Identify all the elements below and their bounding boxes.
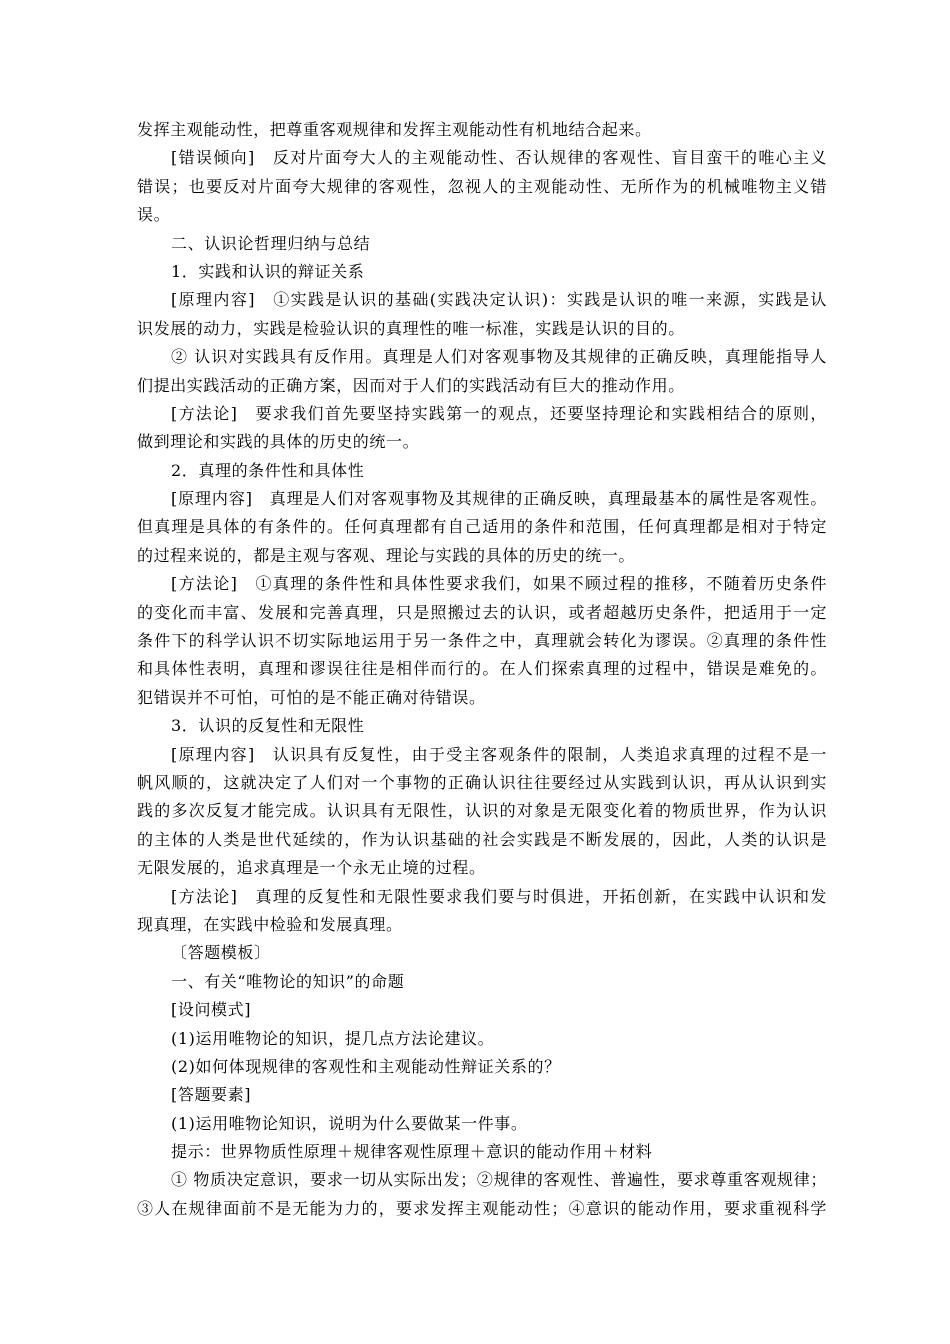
body-text-line: 无限发展的，追求真理是一个永无止境的过程。 (137, 858, 486, 878)
body-text-line: 的主体的人类是世代延续的，作为认识基础的社会实践是不断发展的，因此，人类的认识是 (137, 829, 827, 849)
question-item: (2)如何体现规律的客观性和主观能动性辩证关系的？ (171, 1056, 561, 1076)
body-text-line: 但真理是具体的有条件的。任何真理都有自己适用的条件和范围，任何真理都是相对于特定 (137, 517, 827, 537)
body-text-line: 识发展的动力，实践是检验认识的真理性的唯一标准，实践是认识的目的。 (137, 318, 685, 338)
body-text-line: 践的多次反复才能完成。认识具有无限性，认识的对象是无限变化着的物质世界，作为认识 (137, 801, 827, 821)
body-text-line: 帆风顺的，这就决定了人们对一个事物的正确认识往往要经过从实践到认识，再从认识到实 (137, 772, 827, 792)
paragraph-methodology: [方法论] ①真理的条件性和具体性要求我们，如果不顾过程的推移，不随着历史条件 (171, 574, 827, 594)
body-text-line: 做到理论和实践的具体的历史的统一。 (137, 432, 420, 452)
paragraph-principle-content: [原理内容] 认识具有反复性，由于受主客观条件的限制，人类追求真理的过程不是一 (171, 744, 827, 764)
document-page (137, 116, 827, 1223)
body-text-line: 犯错误并不可怕，可怕的是不能正确对待错误。 (137, 687, 486, 707)
body-text-line: 现真理，在实践中检验和发展真理。 (137, 914, 403, 934)
question-item: (1)运用唯物论的知识，提几点方法论建议。 (171, 1028, 495, 1048)
paragraph-methodology: [方法论] 要求我们首先要坚持实践第一的观点，还要坚持理论和实践相结合的原则， (171, 403, 827, 423)
subheading-cognition-repetition: 3．认识的反复性和无限性 (171, 716, 365, 736)
subheading-practice-and-cognition: 1．实践和认识的辩证关系 (171, 261, 365, 281)
body-text-line: 的变化而丰富、发展和完善真理，只是照搬过去的认识，或者超越历史条件，把适用于一定 (137, 602, 827, 622)
body-text-line: 和具体性表明，真理和谬误往往是相伴而行的。在人们探索真理的过程中，错误是难免的。 (137, 659, 827, 679)
paragraph-error-tendency: [错误倾向] 反对片面夸大人的主观能动性、否认规律的客观性、盲目蛮干的唯心主义 (171, 148, 827, 168)
answer-item: (1)运用唯物论知识，说明为什么要做某一件事。 (171, 1113, 528, 1133)
body-text-line: 发挥主观能动性，把尊重客观规律和发挥主观能动性有机地结合起来。 (137, 120, 652, 139)
paragraph-answer-points: ① 物质决定意识，要求一切从实际出发；②规律的客观性、普遍性，要求尊重客观规律； (171, 1170, 827, 1190)
subheading-truth-conditionality: 2．真理的条件性和具体性 (171, 460, 365, 480)
label-answer-elements: [答题要素] (171, 1085, 252, 1105)
body-text-line: 的过程来说的，都是主观与客观、理论与实践的具体的历史的统一。 (137, 545, 636, 565)
paragraph-methodology: [方法论] 真理的反复性和无限性要求我们要与时俱进，开拓创新，在实践中认识和发 (171, 886, 827, 906)
body-text-line: 误。 (137, 205, 171, 225)
section-heading-answer-template: 〔答题模板〕 (171, 943, 271, 963)
hint-line: 提示：世界物质性原理＋规律客观性原理＋意识的能动作用＋材料 (171, 1142, 653, 1162)
section-heading-materialism: 一、有关“唯物论的知识”的命题 (171, 971, 405, 991)
body-text-line: 条件下的科学认识不切实际地运用于另一条件之中，真理就会转化为谬误。②真理的条件性 (137, 631, 827, 651)
section-heading-epistemology: 二、认识论哲理归纳与总结 (171, 233, 371, 253)
paragraph-principle-content: [原理内容] ①实践是认识的基础(实践决定认识)：实践是认识的唯一来源，实践是认 (171, 290, 827, 310)
label-question-mode: [设问模式] (171, 1000, 252, 1020)
paragraph-principle-content: [原理内容] 真理是人们对客观事物及其规律的正确反映，真理最基本的属性是客观性。 (171, 489, 827, 509)
body-text-line: 们提出实践活动的正确方案，因而对于人们的实践活动有巨大的推动作用。 (137, 375, 685, 395)
body-text-line: 错误；也要反对片面夸大规律的客观性，忽视人的主观能动性、无所作为的机械唯物主义错 (137, 176, 827, 196)
paragraph-counteraction: ② 认识对实践具有反作用。真理是人们对客观事物及其规律的正确反映，真理能指导人 (171, 347, 827, 367)
body-text-line: ③人在规律面前不是无能为力的，要求发挥主观能动性；④意识的能动作用，要求重视科学 (137, 1198, 827, 1218)
